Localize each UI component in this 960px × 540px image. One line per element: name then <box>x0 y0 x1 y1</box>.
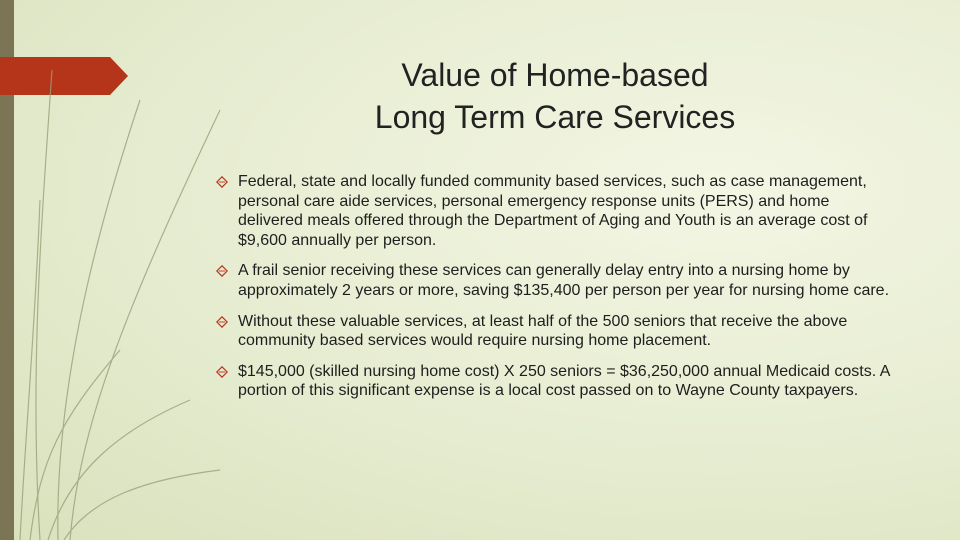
diamond-outline-icon <box>216 316 228 328</box>
bullet-list <box>214 172 894 412</box>
bullet-text: Without these valuable services, at least half of the 500 seniors that receive the above community based services would require nursing home placement. <box>238 312 848 350</box>
bullet-text: A frail senior receiving these services can generally delay entry into a nursing home by approximately 2 years or more, saving $135,400 per person per year for nursing home care. <box>238 262 890 299</box>
bullet-item <box>214 172 894 250</box>
bullet-item <box>214 261 894 300</box>
bullet-text: Federal, state and locally funded community based services, such as case management, personal care aide services, personal emergency response units (PERS) and home delivered meals offered through the Department of Aging and Youth is an average cost of $9,600 annually per person. <box>238 173 868 249</box>
diamond-outline-icon <box>216 265 228 277</box>
title-accent-tab <box>0 57 128 95</box>
title-line-2: Long Term Care Services <box>374 99 736 135</box>
bullet-text: $145,000 (skilled nursing home cost) X 250 seniors = $36,250,000 annual Medicaid costs. A portion of this significant expense is a local cost passed on to Wayne County taxpayers. <box>238 362 890 400</box>
bullet-item <box>214 312 894 351</box>
diamond-outline-icon <box>216 176 228 188</box>
bullet-item <box>214 362 894 401</box>
diamond-outline-icon <box>216 366 228 378</box>
slide-title <box>320 54 790 138</box>
title-line-1: Value of Home-based <box>401 57 709 93</box>
